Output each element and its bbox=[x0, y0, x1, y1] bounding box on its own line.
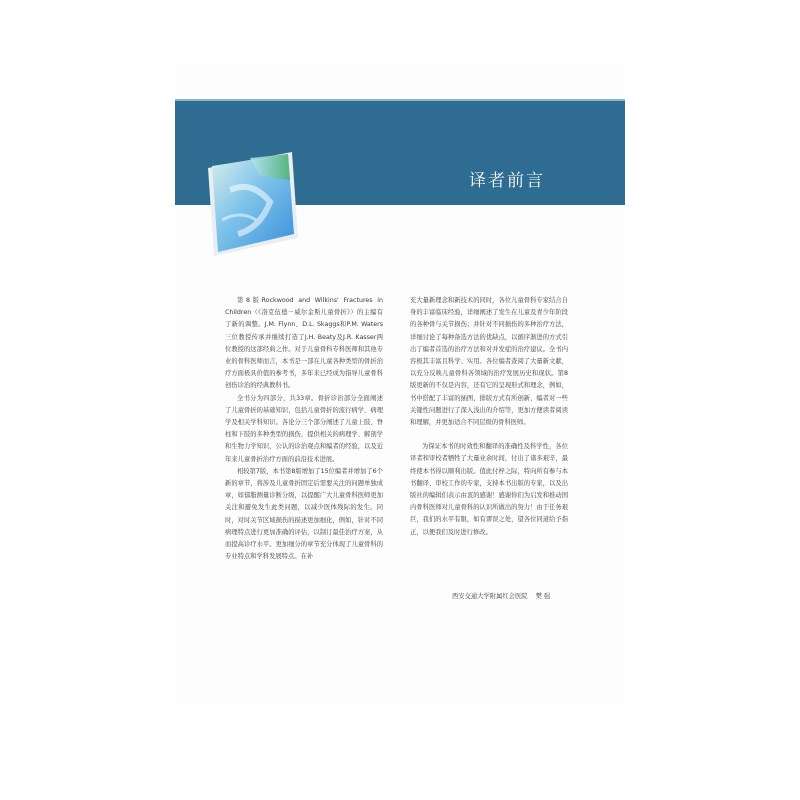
translator-signature bbox=[452, 591, 550, 600]
page-title: 译者前言 bbox=[469, 171, 545, 191]
paragraph-1: 第8版Rockwood and Wilkins' Fractures in Children（《洛克伍德－威尔金斯儿童骨折》）的主编有了新的调整。J.M. Flynn、D.L. Skaggs和P.M. Waters三位教授传承并继续打造了J.H. Beaty及J.R. Kasser两位教授的这部经典之作。对于儿童骨科专科医师和其他专业的骨科医师而言，本书是一部在儿童各种类型的骨折治疗方面极具价值的参考书，多年来已经成为指导儿童骨科创伤诊治的经典教科书。 bbox=[225, 297, 383, 390]
paragraph-3: 相较第7版，本书第8版增加了15位编者并增加了6个新的章节，将涉及儿童骨折固定后需要关注的问题单独成章，如郁脂测量诊断分级，以提醒广大儿童骨科医师更加关注和避免发生此类问题，以减少医体残际的发生。同时，对时关节区域损伤的描述更加细化，例如，针对不同病理特点进行更加准确的评估，以制订最佳治疗方案，从而提高诊疗水平。更加细分的章节充分体现了儿童骨科的专业特点和学科发展特点。在补 bbox=[225, 467, 383, 561]
right-text-column bbox=[410, 295, 568, 539]
paragraph-2: 全书分为四部分，共33章。骨折诊治部分全面阐述了儿童骨折的基础知识，包括儿童骨折的流行病学、病理学及相关学科知识。各论分三个部分阐述了儿童上肢、脊柱和下肢的多种类型的损伤，提供相关的病理学、解剖学和生物力学知识，公认的诊治观点和编者的经验，以及近年来儿童骨折治疗方面的前沿技术进展。 bbox=[225, 394, 383, 463]
paragraph-4: 为保证本书的时效性和翻译的准确性及科学性，各位译者和审校者牺牲了大量业余时间，付出了诸多艰辛，最终使本书得以顺利出版。值此付梓之际，特向所有参与本书翻译、审校工作的专家，支持本书出版的专家，以及出版社的编辑们表示由衷的感谢！感谢你们为启发和推动国内骨科医师对儿童骨科的认识所做出的努力！由于任务艰巨，我们的水平有限，如有谬误之处，望各位同道给予指正，以便我们及时进行修改。 bbox=[410, 443, 568, 536]
signature-name: 樊 强 bbox=[535, 593, 551, 600]
book-cover-illustration bbox=[200, 150, 300, 260]
left-text-column bbox=[225, 295, 383, 563]
signature-institution: 西安交通大学附属红会医院 bbox=[452, 593, 528, 600]
paragraph-3-continued: 充大量新理念和新技术的同时，各位儿童骨科专家结合自身的丰富临床经验，详细阐述了发生在儿童及青少年阶段的各种骨与关节损伤；并针对不同损伤的多种治疗方法，详细讨论了每种备选方法的优缺点，以循序渐进的方式引出了编者首选的治疗方法和对并发症的治疗建议。全书内容极其丰富且科学、实用。各位编者查阅了大量新文献，以充分反映儿童骨科各领域的治疗发展历史和现状。第8版更新的不仅是内容，还有它的呈现形式和理念，例如，书中搭配了丰富的插图，排版方式有所创新，编者对一些关键性问题进行了深入浅出的介绍等，更加方便读者阅读和理解，并更加适合不同层级的骨科医师。 bbox=[410, 297, 568, 427]
